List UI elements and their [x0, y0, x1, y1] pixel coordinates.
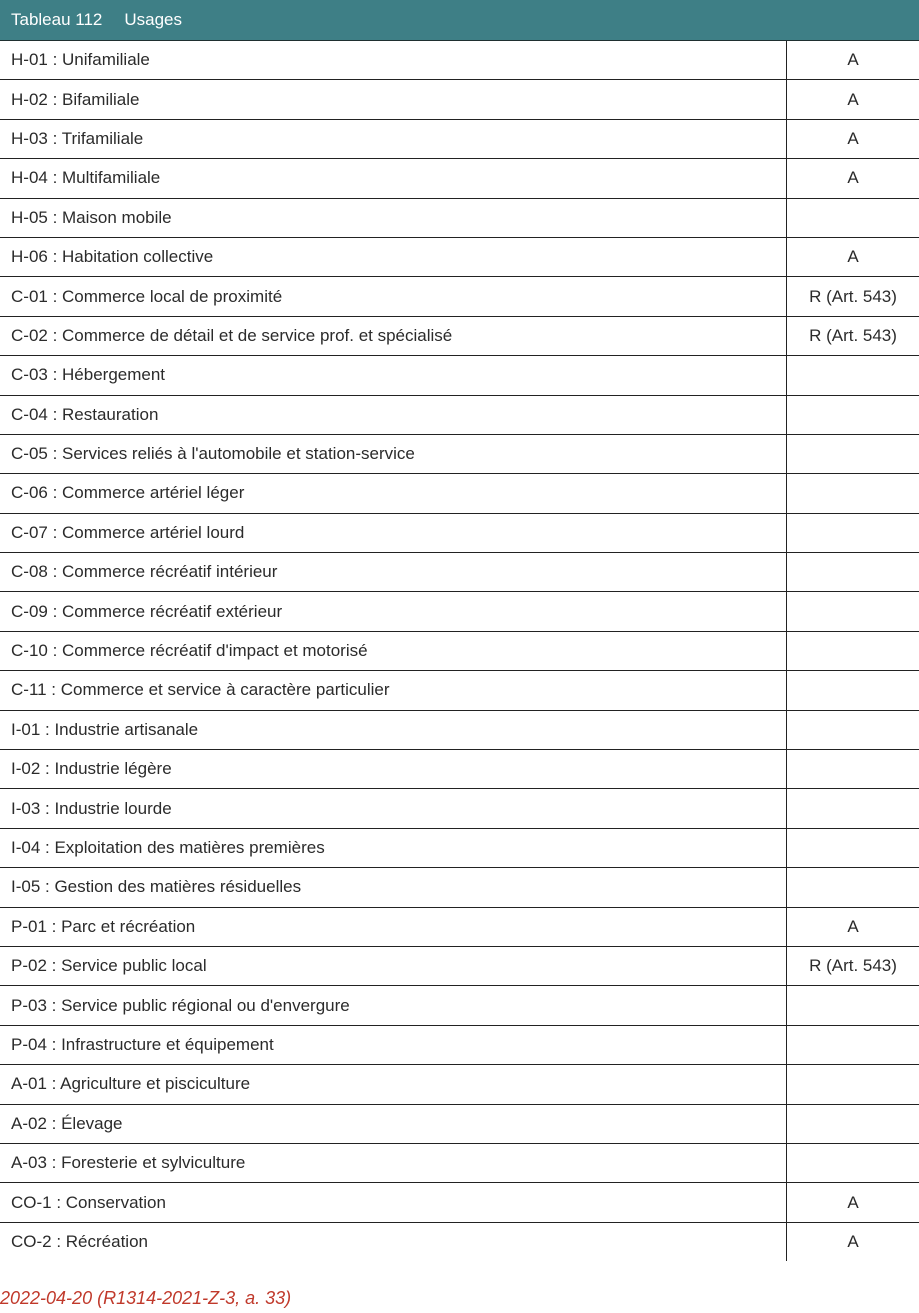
- usage-name-cell: C-03 : Hébergement: [0, 356, 786, 395]
- usage-name-cell: C-06 : Commerce artériel léger: [0, 474, 786, 513]
- usage-value-cell: R (Art. 543): [786, 277, 919, 316]
- table-row: [0, 277, 919, 316]
- table-number: Tableau 112: [11, 10, 103, 29]
- usage-value-cell: [786, 789, 919, 828]
- table-row: [0, 316, 919, 355]
- usage-value-cell: A: [786, 159, 919, 198]
- table-header: [0, 0, 919, 41]
- table-row: [0, 1143, 919, 1182]
- usage-value-cell: [786, 513, 919, 552]
- usage-name-cell: C-08 : Commerce récréatif intérieur: [0, 553, 786, 592]
- usage-value-cell: A: [786, 237, 919, 276]
- table-row: [0, 513, 919, 552]
- usage-name-cell: H-05 : Maison mobile: [0, 198, 786, 237]
- table-row: [0, 710, 919, 749]
- usage-name-cell: I-02 : Industrie légère: [0, 750, 786, 789]
- table-row: [0, 474, 919, 513]
- usage-name-cell: H-03 : Trifamiliale: [0, 119, 786, 158]
- usage-value-cell: [786, 828, 919, 867]
- usage-value-cell: [786, 986, 919, 1025]
- table-row: [0, 434, 919, 473]
- usage-value-cell: A: [786, 41, 919, 80]
- usage-name-cell: P-01 : Parc et récréation: [0, 907, 786, 946]
- usage-name-cell: C-11 : Commerce et service à caractère particulier: [0, 671, 786, 710]
- usage-value-cell: A: [786, 1183, 919, 1222]
- usage-value-cell: A: [786, 119, 919, 158]
- usage-name-cell: C-09 : Commerce récréatif extérieur: [0, 592, 786, 631]
- usage-name-cell: H-02 : Bifamiliale: [0, 80, 786, 119]
- usage-value-cell: [786, 631, 919, 670]
- table-row: [0, 395, 919, 434]
- usage-name-cell: P-04 : Infrastructure et équipement: [0, 1025, 786, 1064]
- table-row: [0, 907, 919, 946]
- table-row: [0, 828, 919, 867]
- table-row: [0, 41, 919, 80]
- table-row: [0, 946, 919, 985]
- usages-grid: [0, 41, 919, 1261]
- table-row: [0, 553, 919, 592]
- usage-name-cell: H-01 : Unifamiliale: [0, 41, 786, 80]
- table-row: [0, 198, 919, 237]
- table-row: [0, 1025, 919, 1064]
- usage-value-cell: [786, 750, 919, 789]
- usage-value-cell: [786, 553, 919, 592]
- usage-value-cell: [786, 868, 919, 907]
- usage-value-cell: [786, 1104, 919, 1143]
- table-title: Usages: [124, 10, 183, 29]
- usage-name-cell: C-10 : Commerce récréatif d'impact et motorisé: [0, 631, 786, 670]
- table-row: [0, 592, 919, 631]
- usage-value-cell: [786, 1143, 919, 1182]
- table-row: [0, 80, 919, 119]
- usage-value-cell: [786, 356, 919, 395]
- usage-value-cell: A: [786, 80, 919, 119]
- table-row: [0, 1183, 919, 1222]
- usage-name-cell: A-01 : Agriculture et pisciculture: [0, 1065, 786, 1104]
- table-row: [0, 237, 919, 276]
- usage-value-cell: [786, 434, 919, 473]
- usage-name-cell: I-01 : Industrie artisanale: [0, 710, 786, 749]
- usage-value-cell: R (Art. 543): [786, 316, 919, 355]
- usage-value-cell: [786, 395, 919, 434]
- usage-name-cell: P-02 : Service public local: [0, 946, 786, 985]
- usage-name-cell: C-04 : Restauration: [0, 395, 786, 434]
- table-row: [0, 750, 919, 789]
- usage-name-cell: C-07 : Commerce artériel lourd: [0, 513, 786, 552]
- usage-value-cell: [786, 710, 919, 749]
- usage-value-cell: [786, 671, 919, 710]
- usage-value-cell: A: [786, 907, 919, 946]
- usage-name-cell: P-03 : Service public régional ou d'envergure: [0, 986, 786, 1025]
- usage-value-cell: [786, 1025, 919, 1064]
- usage-name-cell: CO-2 : Récréation: [11, 1231, 148, 1251]
- usage-value-cell: [786, 198, 919, 237]
- usage-name-cell: H-06 : Habitation collective: [0, 237, 786, 276]
- usage-name-cell: C-05 : Services reliés à l'automobile et station-service: [0, 434, 786, 473]
- table-row: [0, 159, 919, 198]
- usage-name-cell: C-01 : Commerce local de proximité: [0, 277, 786, 316]
- usage-name-cell: H-04 : Multifamiliale: [0, 159, 786, 198]
- table-row: [0, 1104, 919, 1143]
- usage-name-cell: A-03 : Foresterie et sylviculture: [0, 1143, 786, 1182]
- table-row: [0, 1222, 919, 1261]
- table-row: [0, 868, 919, 907]
- usage-name-cell: I-04 : Exploitation des matières premières: [0, 828, 786, 867]
- usage-value-cell: [786, 474, 919, 513]
- usage-name-cell: A-02 : Élevage: [0, 1104, 786, 1143]
- table-row: [0, 671, 919, 710]
- amendment-footnote: 2022-04-20 (R1314-2021-Z-3, a. 33): [0, 1288, 292, 1308]
- table-row: [0, 986, 919, 1025]
- usage-value-cell: [786, 592, 919, 631]
- usage-value-cell: [786, 1065, 919, 1104]
- usage-name-cell: I-05 : Gestion des matières résiduelles: [0, 868, 786, 907]
- table-row: [0, 356, 919, 395]
- usage-name-cell: C-02 : Commerce de détail et de service prof. et spécialisé: [0, 316, 786, 355]
- usage-value-cell: A: [786, 1222, 919, 1261]
- usage-value-cell: R (Art. 543): [786, 946, 919, 985]
- usage-name-cell: CO-1 : Conservation: [0, 1183, 786, 1222]
- usage-name-cell: I-03 : Industrie lourde: [0, 789, 786, 828]
- table-row: [0, 789, 919, 828]
- table-row: [0, 631, 919, 670]
- table-row: [0, 119, 919, 158]
- table-row: [0, 1065, 919, 1104]
